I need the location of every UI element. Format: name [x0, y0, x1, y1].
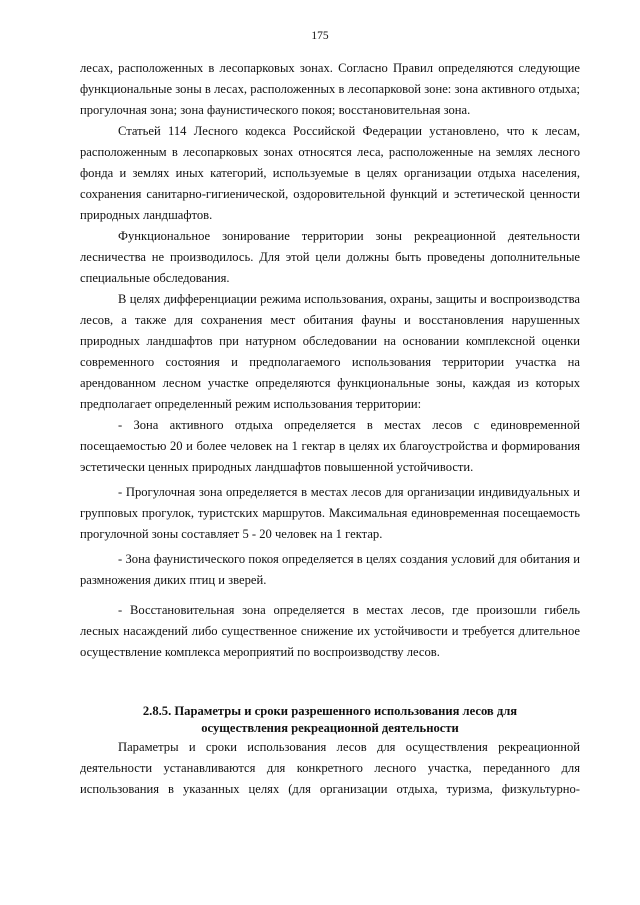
page-number: 175: [311, 30, 329, 42]
section-heading-line-2: осуществления рекреационной деятельности: [201, 721, 459, 735]
list-item-active-zone: - Зона активного отдыха определяется в местах лесов с единовременной посещаемостью 20 и более человек на 1 гектар в целях их благоустройства и формирования эстетически ценных природных ландшафтов повышенной устойчивости.: [80, 418, 580, 474]
paragraph-forest-code: Статьей 114 Лесного кодекса Российской Федерации установлено, что к лесам, расположенным в лесопарковых зонах относятся леса, расположенные на землях лесного фонда и землях иных категорий, используемые в целях организации отдыха населения, сохранения санитарно-гигиенической, оздоровительной функций и эстетической ценности природных ландшафтов.: [80, 124, 580, 222]
section-heading-line-1: 2.8.5. Параметры и сроки разрешенного использования лесов для: [142, 704, 518, 718]
list-item-walking-zone: - Прогулочная зона определяется в местах лесов для организации индивидуальных и групповых прогулок, туристских маршрутов. Максимальная единовременная посещаемость прогулочной зоны составляет 5 - 20 человек на 1 гектар.: [80, 485, 580, 541]
paragraph-differentiation: В целях дифференциации режима использования, охраны, защиты и воспроизводства лесов, а также для сохранения мест обитания фауны и восстановления нарушенных природных ландшафтов при натурном обследовании на основании комплексной оценки современного состояния и предполагаемого использования территории участка на арендованном лесном участке определяются функциональные зоны, каждая из которых предполагает определенный режим использования территории:: [80, 292, 580, 411]
list-item-restoration-zone: - Восстановительная зона определяется в местах лесов, где произошли гибель лесных насаждений либо существенное снижение их устойчивости и требуется длительное осуществление комплекса мероприятий по воспроизводству лесов.: [80, 603, 580, 659]
paragraph-zoning: Функциональное зонирование территории зоны рекреационной деятельности лесничества не производилось. Для этой цели должны быть проведены дополнительные специальные обследования.: [80, 229, 580, 285]
paragraph-parameters: Параметры и сроки использования лесов для осуществления рекреационной деятельности устанавливаются для конкретного лесного участка, переданного для использования в указанных целях (для организации отдыха, туризма, физкультурно-: [80, 740, 580, 796]
list-item-fauna-zone: - Зона фаунистического покоя определяется в целях создания условий для обитания и размножения диких птиц и зверей.: [80, 552, 580, 587]
document-body: [80, 58, 580, 800]
paragraph-recreation-zones: лесах, расположенных в лесопарковых зонах. Согласно Правил определяются следующие функциональные зоны в лесах, расположенных в лесопарковой зоне: зона активного отдыха; прогулочная зона; зона фаунистического покоя; восстановительная зона.: [80, 61, 580, 117]
section-heading: [80, 703, 580, 737]
